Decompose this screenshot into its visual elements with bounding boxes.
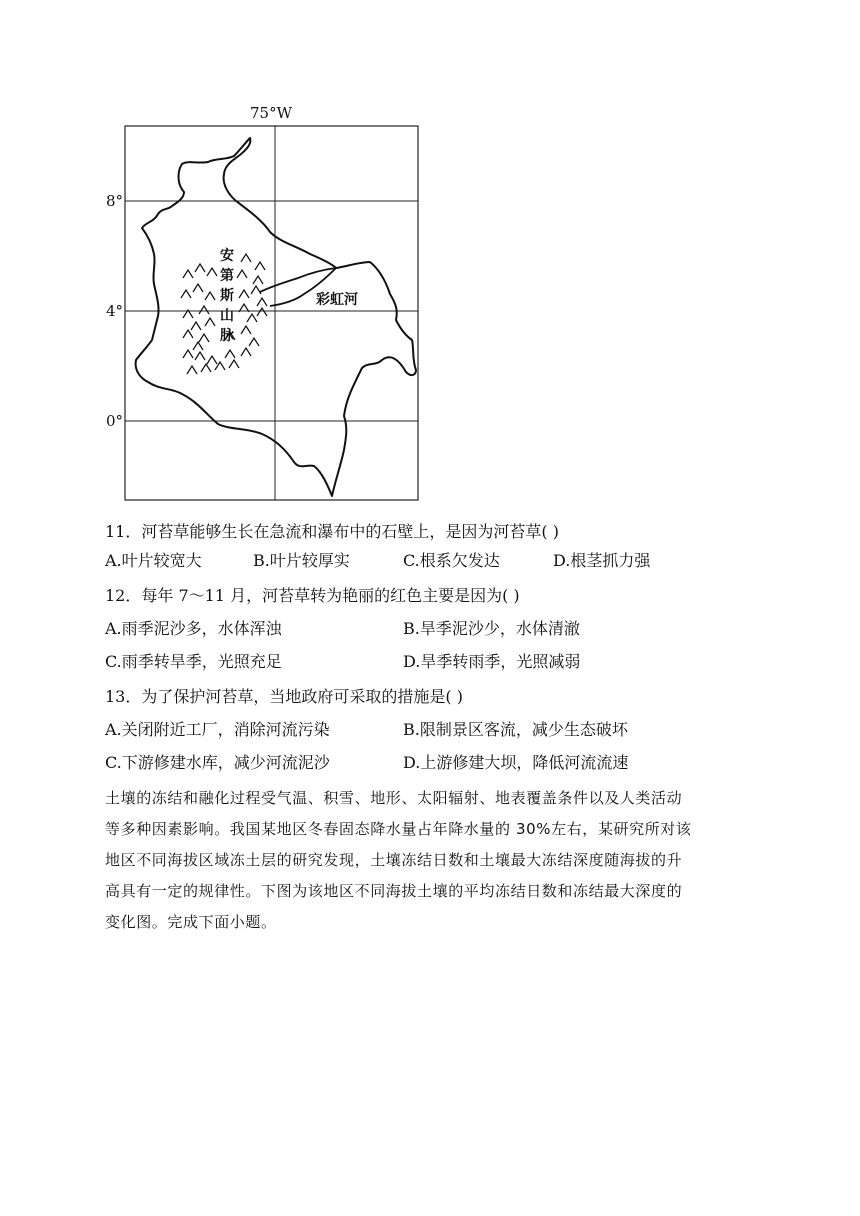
mountain-symbol bbox=[257, 308, 267, 316]
q12-option-b: B.旱季泥沙少，水体清澈 bbox=[403, 619, 580, 638]
country-outline bbox=[136, 138, 416, 496]
q12-option-a: A.雨季泥沙多，水体浑浊 bbox=[105, 619, 282, 638]
passage-line-2: 等多种因素影响。我国某地区冬春固态降水量占年降水量的 30%左右，某研究所对该 bbox=[105, 820, 692, 838]
mountain-symbol bbox=[181, 290, 191, 298]
colombia-map bbox=[100, 98, 430, 508]
q11-option-d: D.根茎抓力强 bbox=[553, 551, 651, 570]
mountain-symbol bbox=[241, 326, 251, 334]
mountain-symbol bbox=[253, 276, 263, 284]
passage-line-3: 地区不同海拔区域冻土层的研究发现，土壤冻结日数和土壤最大冻结深度随海拔的升 bbox=[105, 851, 683, 869]
mountain-symbol bbox=[229, 360, 239, 368]
river-label: 彩虹河 bbox=[316, 292, 358, 308]
q11-option-a: A.叶片较宽大 bbox=[105, 551, 202, 570]
q11-option-b: B.叶片较厚实 bbox=[253, 551, 350, 570]
mountain-symbol bbox=[201, 364, 211, 372]
passage-line-4: 高具有一定的规律性。下图为该地区不同海拔土壤的平均冻结日数和冻结最大深度的 bbox=[105, 882, 683, 900]
mountain-symbol bbox=[187, 366, 197, 374]
mountain-symbol bbox=[195, 352, 205, 360]
mountain-symbol bbox=[183, 270, 193, 278]
range-label-2: 第 bbox=[220, 268, 234, 284]
mountain-symbol bbox=[257, 298, 267, 306]
rainbow-river bbox=[260, 268, 336, 292]
q13-option-b: B.限制景区客流，减少生态破坏 bbox=[403, 720, 628, 739]
mountain-symbol bbox=[183, 350, 193, 358]
mountain-symbol bbox=[191, 322, 201, 330]
mountain-symbol bbox=[237, 270, 247, 278]
mountain-symbol bbox=[193, 284, 203, 292]
mountain-symbol bbox=[241, 254, 251, 262]
mountain-symbol bbox=[239, 290, 249, 298]
range-label-3: 斯 bbox=[220, 288, 234, 304]
mountain-symbol bbox=[249, 338, 259, 346]
mountain-symbol bbox=[195, 264, 205, 272]
q13-option-a: A.关闭附近工厂，消除河流污染 bbox=[105, 720, 330, 739]
range-label-4: 山 bbox=[220, 308, 234, 324]
longitude-label: 75°W bbox=[250, 104, 293, 122]
question-11-stem: 11．河苔草能够生长在急流和瀑布中的石壁上，是因为河苔草( ) bbox=[105, 522, 559, 541]
mountain-symbol bbox=[205, 292, 215, 300]
question-12-stem: 12．每年 7～11 月，河苔草转为艳丽的红色主要是因为( ) bbox=[105, 586, 520, 605]
mountain-symbol bbox=[199, 306, 209, 314]
q11-option-c: C.根系欠发达 bbox=[403, 551, 500, 570]
mountain-symbol bbox=[199, 334, 209, 342]
map-frame bbox=[125, 126, 418, 500]
q13-option-d: D.上游修建大坝，降低河流流速 bbox=[403, 753, 629, 772]
q12-option-d: D.旱季转雨季，光照减弱 bbox=[403, 652, 581, 671]
passage-line-5: 变化图。完成下面小题。 bbox=[105, 913, 277, 931]
mountain-symbol bbox=[207, 356, 217, 364]
passage-line-1: 土壤的冻结和融化过程受气温、积雪、地形、太阳辐射、地表覆盖条件以及人类活动 bbox=[105, 789, 683, 807]
mountain-symbol bbox=[225, 350, 235, 358]
mountain-symbol bbox=[247, 314, 257, 322]
q13-option-c: C.下游修建水库，减少河流泥沙 bbox=[105, 753, 330, 772]
question-13-stem: 13．为了保护河苔草，当地政府可采取的措施是( ) bbox=[105, 687, 463, 706]
passage bbox=[105, 783, 755, 938]
mountain-symbol bbox=[207, 268, 217, 276]
mountain-symbol bbox=[183, 330, 193, 338]
lat-label-8: 8° bbox=[106, 192, 124, 210]
lat-label-0: 0° bbox=[106, 412, 124, 430]
mountain-symbol bbox=[251, 286, 261, 294]
range-label-5: 脉 bbox=[220, 328, 234, 344]
q12-option-c: C.雨季转旱季，光照充足 bbox=[105, 652, 282, 671]
lat-label-4: 4° bbox=[106, 302, 124, 320]
mountain-symbol bbox=[241, 348, 251, 356]
mountain-symbol bbox=[205, 318, 215, 326]
mountain-symbol bbox=[193, 342, 203, 350]
range-label-1: 安 bbox=[220, 248, 234, 264]
mountain-symbol bbox=[255, 262, 265, 270]
